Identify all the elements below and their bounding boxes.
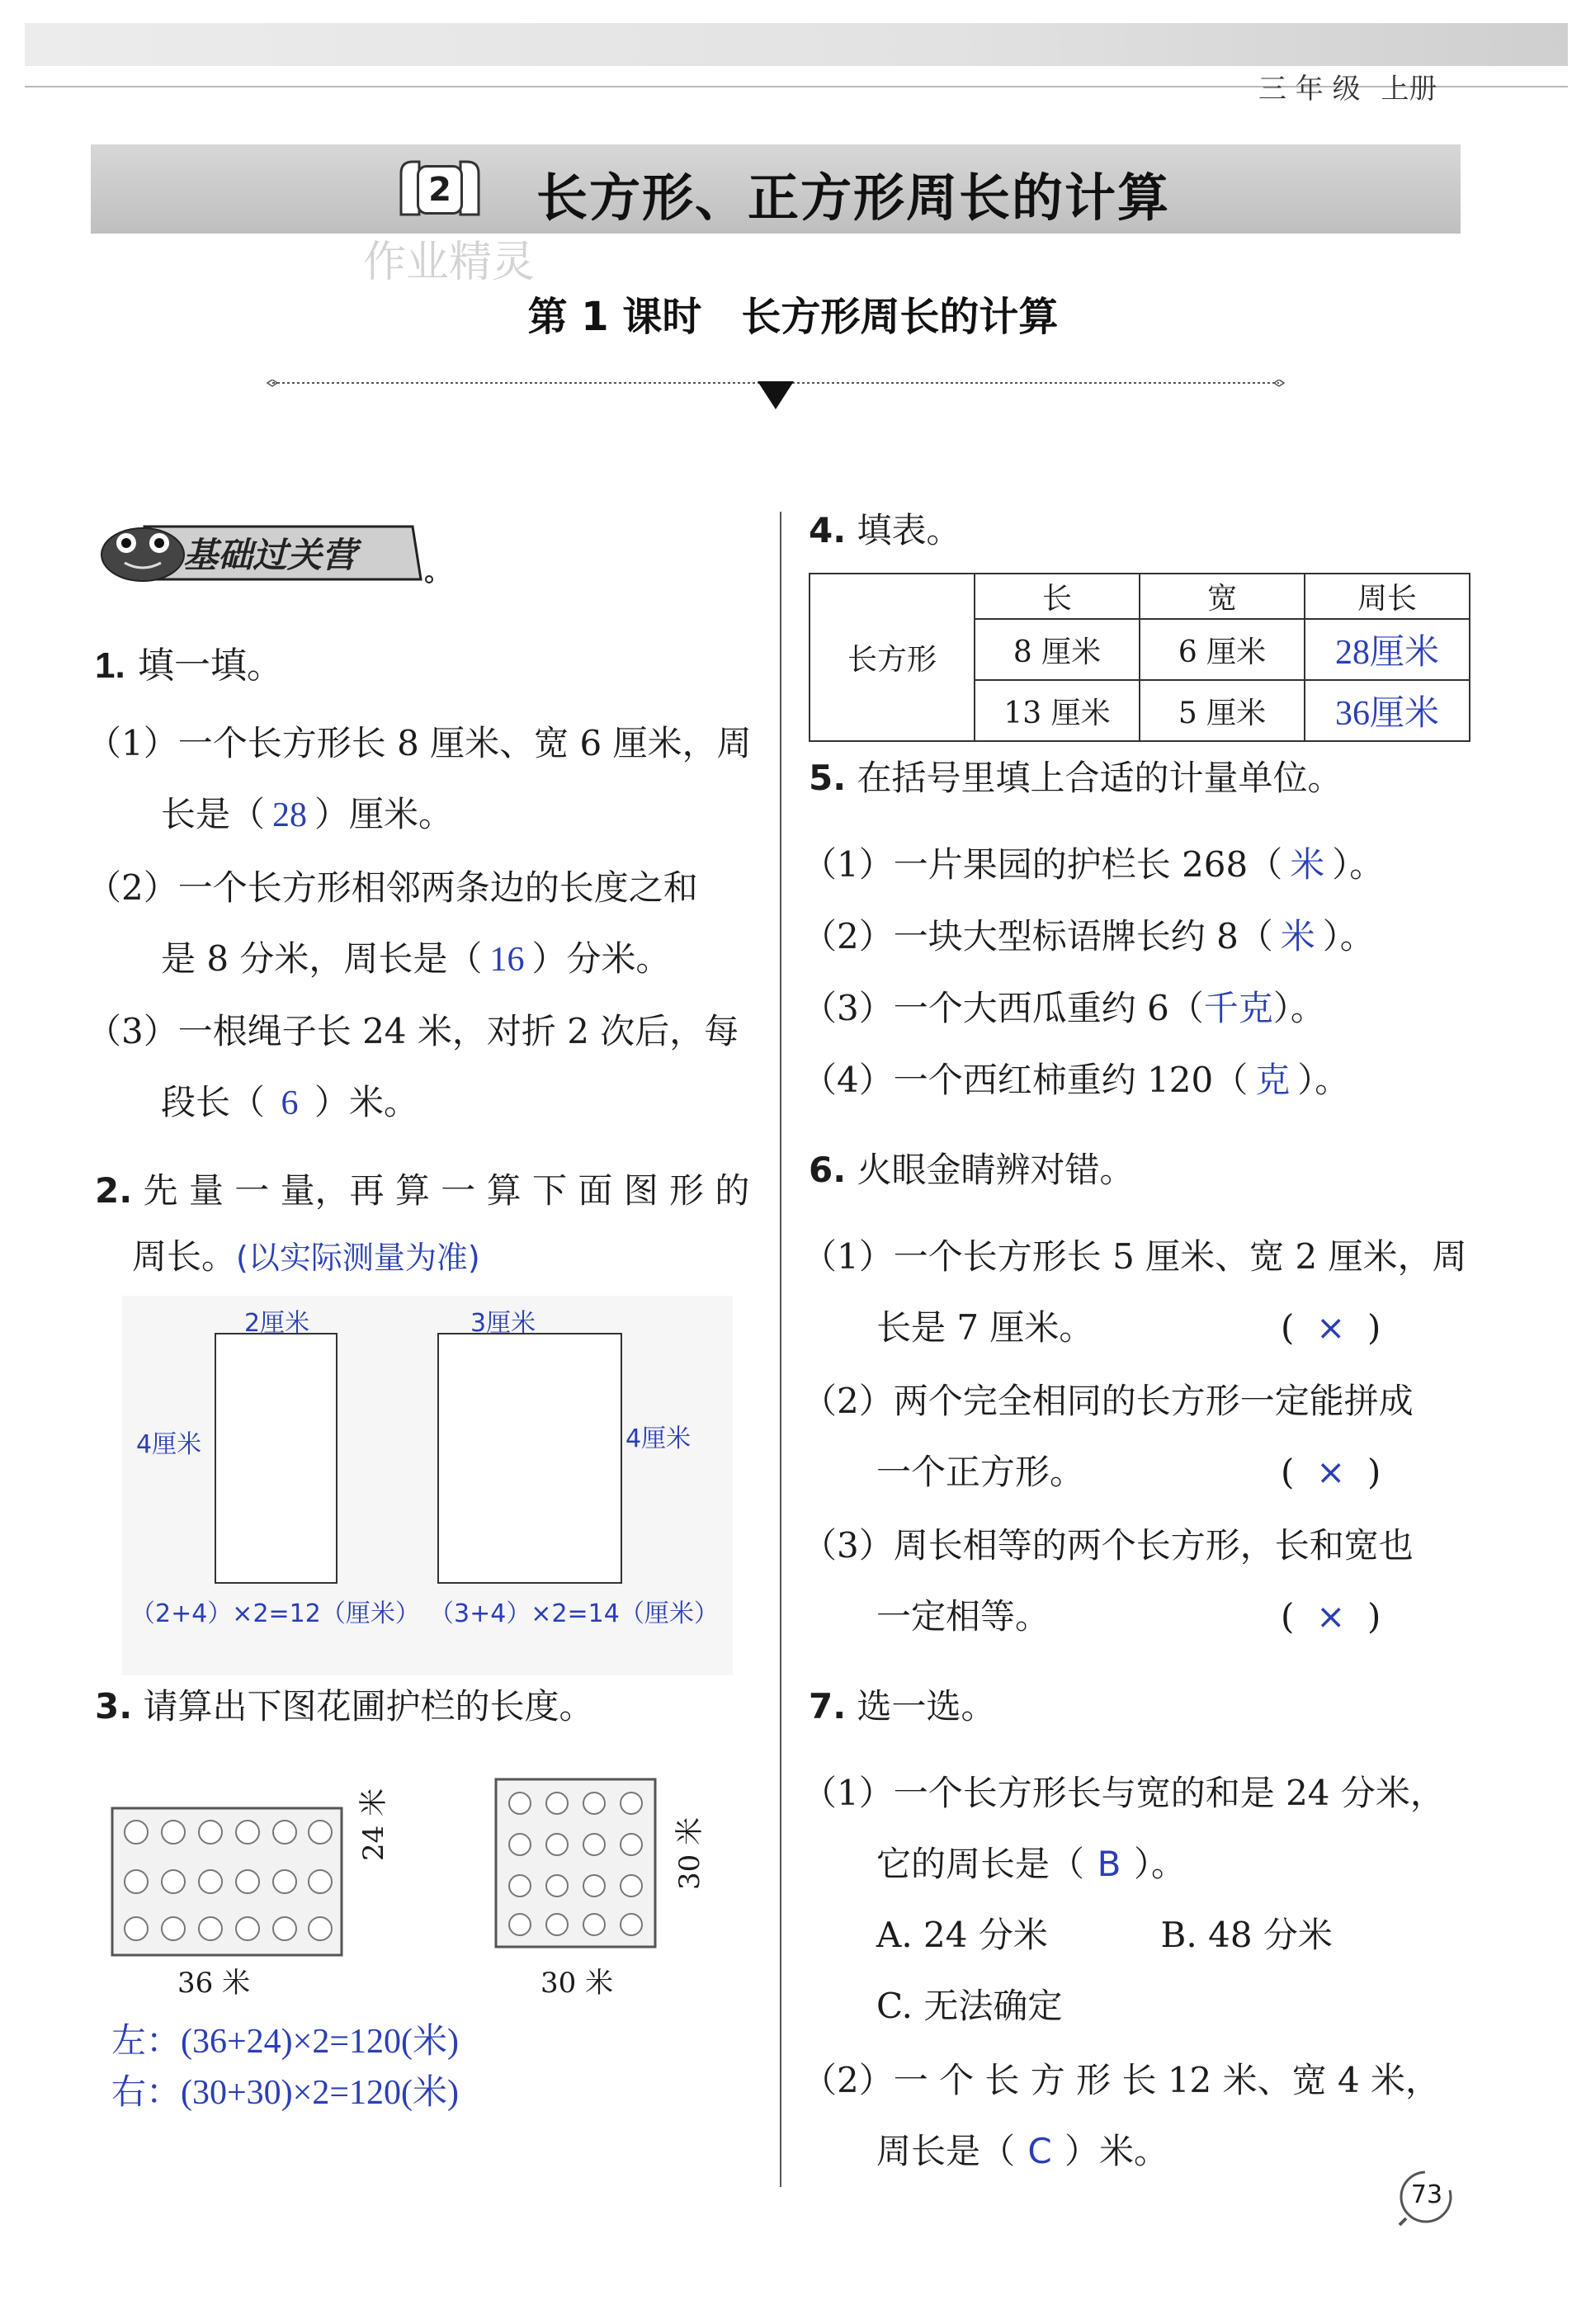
q1-item-3 xyxy=(87,1008,739,1127)
q6-item-1-answer: × xyxy=(1316,1307,1346,1348)
q3-heading xyxy=(95,1684,594,1730)
q3-number: 3. xyxy=(95,1686,133,1726)
q1-item-2-line1: （2）一个长方形相邻两条边的长度之和 xyxy=(87,867,698,908)
q7-option-b: B. 48 分米 xyxy=(1160,1915,1333,1955)
q5-item-3-text: （3）一个大西瓜重约 6（ xyxy=(802,988,1204,1028)
q1-number: 1. xyxy=(95,645,125,686)
table-header-width: 宽 xyxy=(1140,574,1305,619)
q7-item-2-answer: C xyxy=(1027,2131,1052,2171)
q7-item-1-answer: B xyxy=(1097,1844,1121,1884)
unit-number: 2 xyxy=(417,165,463,215)
garden-right-height: 30 米 xyxy=(673,1816,706,1890)
section-badge-label: 基础过关营 xyxy=(183,535,357,575)
q5-item-1 xyxy=(802,842,1384,889)
rect-b-calc: （3+4）×2=14（厘米） xyxy=(429,1599,719,1628)
q4-title: 填表。 xyxy=(857,510,961,550)
q6-number: 6. xyxy=(809,1150,847,1190)
q4-number: 4. xyxy=(809,510,847,550)
rect-a-side-label: 4厘米 xyxy=(136,1430,202,1459)
q5-item-3 xyxy=(802,985,1325,1032)
q5-number: 5. xyxy=(809,758,847,798)
q6-item-3-line1: （3）周长相等的两个长方形，长和宽也 xyxy=(802,1525,1414,1566)
garden-left-width: 36 米 xyxy=(177,1967,251,2000)
garden-right-icon xyxy=(491,1774,660,1952)
q7-item-1-line1: （1）一个长方形长与宽的和是 24 分米， xyxy=(802,1773,1445,1813)
rect-a xyxy=(215,1333,337,1584)
table-header-perimeter: 周长 xyxy=(1305,574,1470,619)
unit-title: 长方形、正方形周长的计算 xyxy=(536,168,1171,228)
garden-left-icon xyxy=(107,1803,347,1960)
q5-item-3-end: ）。 xyxy=(1272,988,1325,1028)
q1-item-3-pre: 段长（ xyxy=(161,1082,266,1122)
decorative-divider xyxy=(264,380,1287,413)
header-stripe xyxy=(25,23,1568,66)
table-cell-answer: 28厘米 xyxy=(1305,619,1470,680)
q1-item-2-answer: 16 xyxy=(489,941,525,979)
q6-item-1: （1）一个长方形长 5 厘米、宽 2 厘米，周 长是 7 厘米。 ( × ) xyxy=(802,1234,1536,1351)
q2-line2-wrap xyxy=(132,1234,480,1281)
q5-item-2 xyxy=(802,914,1375,961)
q2-line1: 先 量 一 量，再 算 一 算 下 面 图 形 的 xyxy=(143,1170,750,1211)
q6-item-1-line1: （1）一个长方形长 5 厘米、宽 2 厘米，周 xyxy=(802,1236,1467,1277)
q1-item-3-answer: 6 xyxy=(281,1084,299,1122)
q6-item-2-answer: × xyxy=(1316,1452,1346,1492)
q7-heading xyxy=(809,1684,996,1730)
q7-option-c: C. 无法确定 xyxy=(876,1986,1063,2026)
q3-answer-left: 左：(36+24)×2=120(米) xyxy=(111,2023,460,2061)
q7-item-2-line1: （2）一 个 长 方 形 长 12 米、宽 4 米， xyxy=(802,2060,1441,2100)
q1-heading xyxy=(95,635,283,688)
q7-item-2 xyxy=(802,2057,1440,2175)
q5-item-1-answer: 米 xyxy=(1290,847,1325,885)
q2-heading xyxy=(95,1168,749,1214)
grade-label xyxy=(1258,66,1437,106)
q7-item-1 xyxy=(802,1770,1445,2029)
q5-item-4 xyxy=(802,1057,1349,1104)
table-cell: 8 厘米 xyxy=(975,619,1140,680)
q6-item-3-answer: × xyxy=(1316,1596,1346,1637)
q6-item-2-line1: （2）两个完全相同的长方形一定能拼成 xyxy=(802,1381,1414,1421)
q1-item-2 xyxy=(87,865,698,983)
q4-heading xyxy=(809,508,961,554)
q5-item-1-end: ）。 xyxy=(1332,844,1385,885)
q1-item-1-line1: （1）一个长方形长 8 厘米、宽 6 厘米，周 xyxy=(87,723,752,763)
q5-item-4-end: ）。 xyxy=(1297,1060,1350,1100)
rect-a-calc: （2+4）×2=12（厘米） xyxy=(130,1599,420,1628)
q7-item-1-pre: 它的周长是（ xyxy=(876,1844,1085,1884)
q1-item-2-post: ）分米。 xyxy=(531,938,671,979)
volume-text: 上册 xyxy=(1381,73,1437,106)
q7-number: 7. xyxy=(809,1686,847,1726)
watermark: 作业精灵 xyxy=(363,238,536,287)
garden-left-height: 24 米 xyxy=(357,1788,390,1861)
q2-line2: 周长。 xyxy=(132,1236,237,1277)
q1-item-1-post: ）厘米。 xyxy=(314,794,454,834)
table-cell: 6 厘米 xyxy=(1140,619,1305,680)
q5-heading xyxy=(809,755,1343,801)
q7-item-1-post: ）。 xyxy=(1134,1844,1187,1884)
lesson-title: 第 1 课时 长方形周长的计算 xyxy=(527,294,1059,340)
page-number: 73 xyxy=(1410,2180,1443,2209)
q1-item-1-answer: 28 xyxy=(272,796,308,834)
q6-item-3-line2: 一定相等。 xyxy=(876,1596,1050,1637)
q5-item-2-answer: 米 xyxy=(1280,919,1315,957)
column-divider xyxy=(780,512,781,2187)
table-cell-answer: 36厘米 xyxy=(1305,680,1470,741)
q6-heading xyxy=(809,1147,1135,1193)
q5-item-1-text: （1）一片果园的护栏长 268（ xyxy=(802,844,1283,885)
rect-b-top-label: 3厘米 xyxy=(470,1309,536,1338)
q6-item-3: （3）周长相等的两个长方形，长和宽也 一定相等。 ( × ) xyxy=(802,1523,1536,1640)
q1-item-1-pre: 长是（ xyxy=(161,794,266,834)
q2-note: (以实际测量为准) xyxy=(236,1240,480,1276)
rect-a-top-label: 2厘米 xyxy=(244,1309,310,1338)
q7-item-2-post: ）米。 xyxy=(1064,2131,1169,2171)
q3-answer-right: 右：(30+30)×2=120(米) xyxy=(111,2074,460,2112)
q5-title: 在括号里填上合适的计量单位。 xyxy=(857,758,1343,798)
perimeter-table xyxy=(809,573,1470,742)
grade-text: 三 年 级 xyxy=(1258,73,1361,106)
q5-item-2-text: （2）一块大型标语牌长约 8（ xyxy=(802,916,1273,957)
table-header-length: 长 xyxy=(975,574,1140,619)
q1-item-1 xyxy=(87,720,752,838)
q6-item-2: （2）两个完全相同的长方形一定能拼成 一个正方形。 ( × ) xyxy=(802,1378,1536,1495)
rect-b xyxy=(437,1333,622,1584)
q2-number: 2. xyxy=(95,1170,133,1211)
rect-b-side-label: 4厘米 xyxy=(625,1424,692,1453)
q1-item-2-pre: 是 8 分米，周长是（ xyxy=(161,938,483,979)
q6-item-1-line2: 长是 7 厘米。 xyxy=(876,1307,1094,1348)
q7-item-2-pre: 周长是（ xyxy=(876,2131,1016,2171)
table-cell: 5 厘米 xyxy=(1140,680,1305,741)
q6-title: 火眼金睛辨对错。 xyxy=(857,1150,1135,1190)
q6-item-2-line2: 一个正方形。 xyxy=(876,1452,1085,1492)
q1-item-3-post: ）米。 xyxy=(314,1082,419,1122)
table-row-label: 长方形 xyxy=(810,574,975,741)
q7-title: 选一选。 xyxy=(857,1686,996,1726)
q5-item-2-end: ）。 xyxy=(1322,916,1375,957)
q5-item-3-answer: 千克 xyxy=(1203,990,1273,1028)
q5-item-4-text: （4）一个西红柿重约 120（ xyxy=(802,1060,1249,1100)
q5-item-4-answer: 克 xyxy=(1255,1062,1291,1100)
q1-title: 填一填。 xyxy=(138,645,284,687)
q3-title: 请算出下图花圃护栏的长度。 xyxy=(143,1686,594,1726)
garden-right-width: 30 米 xyxy=(540,1967,614,2000)
q7-option-a: A. 24 分米 xyxy=(876,1915,1048,1955)
table-cell: 13 厘米 xyxy=(975,680,1140,741)
q1-item-3-line1: （3）一根绳子长 24 米，对折 2 次后，每 xyxy=(87,1011,739,1051)
